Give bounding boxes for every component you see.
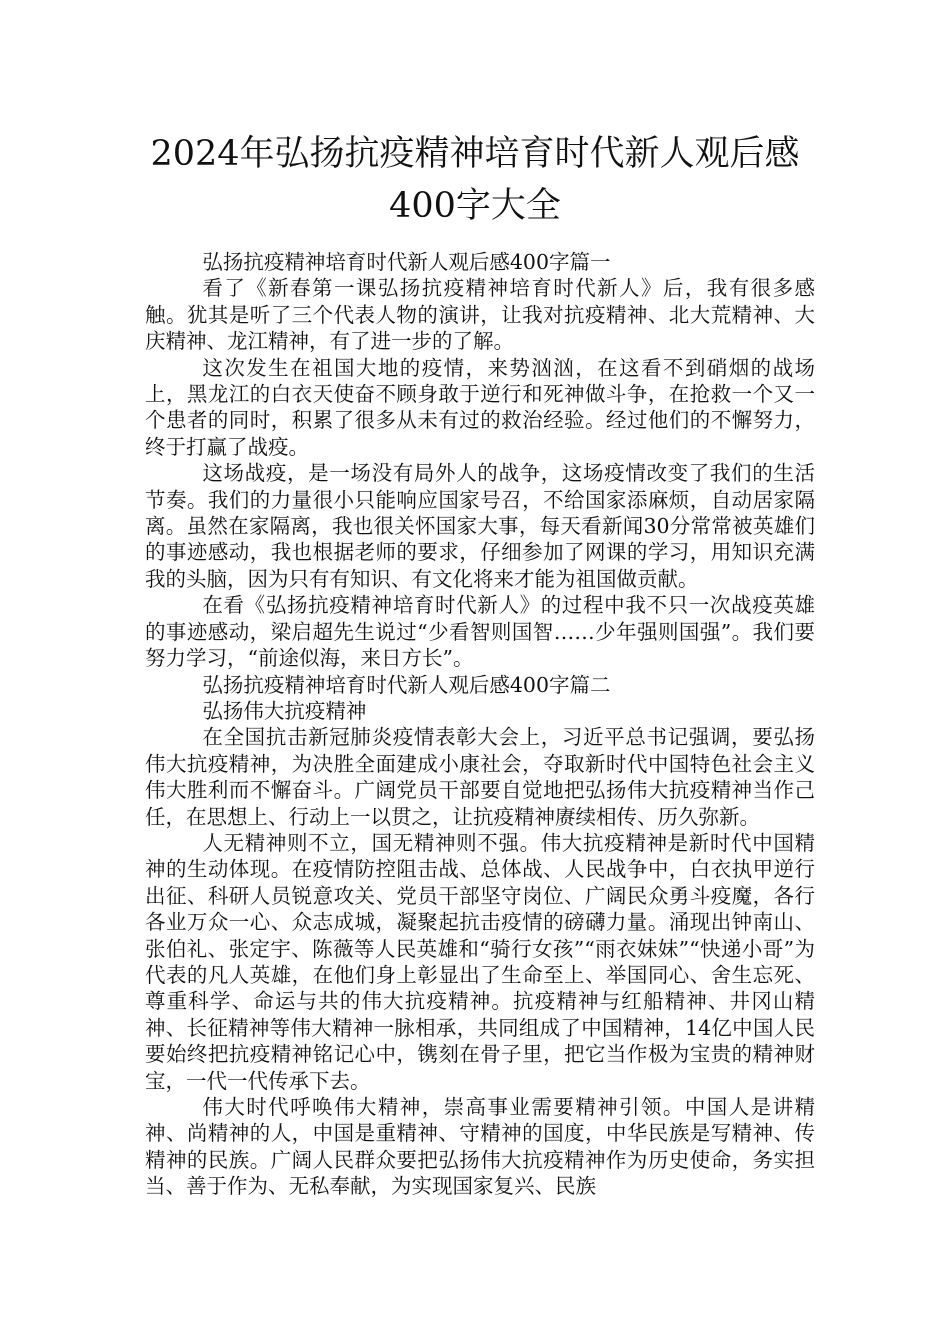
document-body [145, 249, 815, 1200]
title-line-2: 400字大全 [389, 186, 561, 226]
subheading: 弘扬伟大抗疫精神 [202, 698, 367, 723]
paragraph: 人无精神则不立，国无精神则不强。伟大抗疫精神是新时代中国精神的生动体现。在疫情防控阻击战、总体战、人民战争中，白衣执甲逆行出征、科研人员锐意攻关、党员干部坚守岗位、广阔民众勇斗疫魔，各行各业万众一心、众志成城，凝聚起抗击疫情的磅礴力量。涌现出钟南山、张伯礼、张定宇、陈薇等人民英雄和“骑行女孩”“雨衣妹妹”“快递小哥”为代表的凡人英雄，在他们身上彰显出了生命至上、举国同心、舍生忘死、尊重科学、命运与共的伟大抗疫精神。抗疫精神与红船精神、井冈山精神、长征精神等伟大精神一脉相承，共同组成了中国精神，14亿中国人民要始终把抗疫精神铭记心中，镌刻在骨子里，把它当作极为宝贵的精神财宝，一代一代传承下去。 [145, 830, 815, 1093]
paragraph: 看了《新春第一课弘扬抗疫精神培育时代新人》后，我有很多感触。犹其是听了三个代表人物的演讲，让我对抗疫精神、北大荒精神、大庆精神、龙江精神，有了进一步的了解。 [145, 276, 815, 354]
title-line-1: 2024年弘扬抗疫精神培育时代新人观后感 [150, 134, 800, 174]
section-heading-1: 弘扬抗疫精神培育时代新人观后感400字篇一 [202, 250, 611, 274]
document-title [110, 128, 840, 232]
paragraph: 这场战疫，是一场没有局外人的战争，这场疫情改变了我们的生活节奏。我们的力量很小只能响应国家号召，不给国家添麻烦，自动居家隔离。虽然在家隔离，我也很关怀国家大事，每天看新闻30分常常被英雄们的事迹感动，我也根据老师的要求，仔细参加了网课的学习，用知识充满我的头脑，因为只有有知识、有文化将来才能为祖国做贡献。 [145, 461, 815, 591]
paragraph: 在看《弘扬抗疫精神培育时代新人》的过程中我不只一次战疫英雄的事迹感动，梁启超先生说过“少看智则国智……少年强则国强”。我们要努力学习，“前途似海，来日方长”。 [145, 593, 815, 671]
paragraph: 在全国抗击新冠肺炎疫情表彰大会上，习近平总书记强调，要弘扬伟大抗疫精神，为决胜全面建成小康社会，夺取新时代中国特色社会主义伟大胜利而不懈奋斗。广阔党员干部要自觉地把弘扬伟大抗疫精神当作己任，在思想上、行动上一以贯之，让抗疫精神赓续相传、历久弥新。 [145, 725, 815, 829]
paragraph: 这次发生在祖国大地的疫情，来势汹汹，在这看不到硝烟的战场上，黑龙江的白衣天使奋不顾身敢于逆行和死神做斗争，在抢救一个又一个患者的同时，积累了很多从未有过的救治经验。经过他们的不懈努力，终于打赢了战疫。 [145, 355, 815, 459]
paragraph: 伟大时代呼唤伟大精神，崇高事业需要精神引领。中国人是讲精神、尚精神的人，中国是重精神、守精神的国度，中华民族是写精神、传精神的民族。广阔人民群众要把弘扬伟大抗疫精神作为历史使命，务实担当、善于作为、无私奉献，为实现国家复兴、民族 [145, 1095, 815, 1199]
section-heading-2: 弘扬抗疫精神培育时代新人观后感400字篇二 [202, 672, 611, 697]
